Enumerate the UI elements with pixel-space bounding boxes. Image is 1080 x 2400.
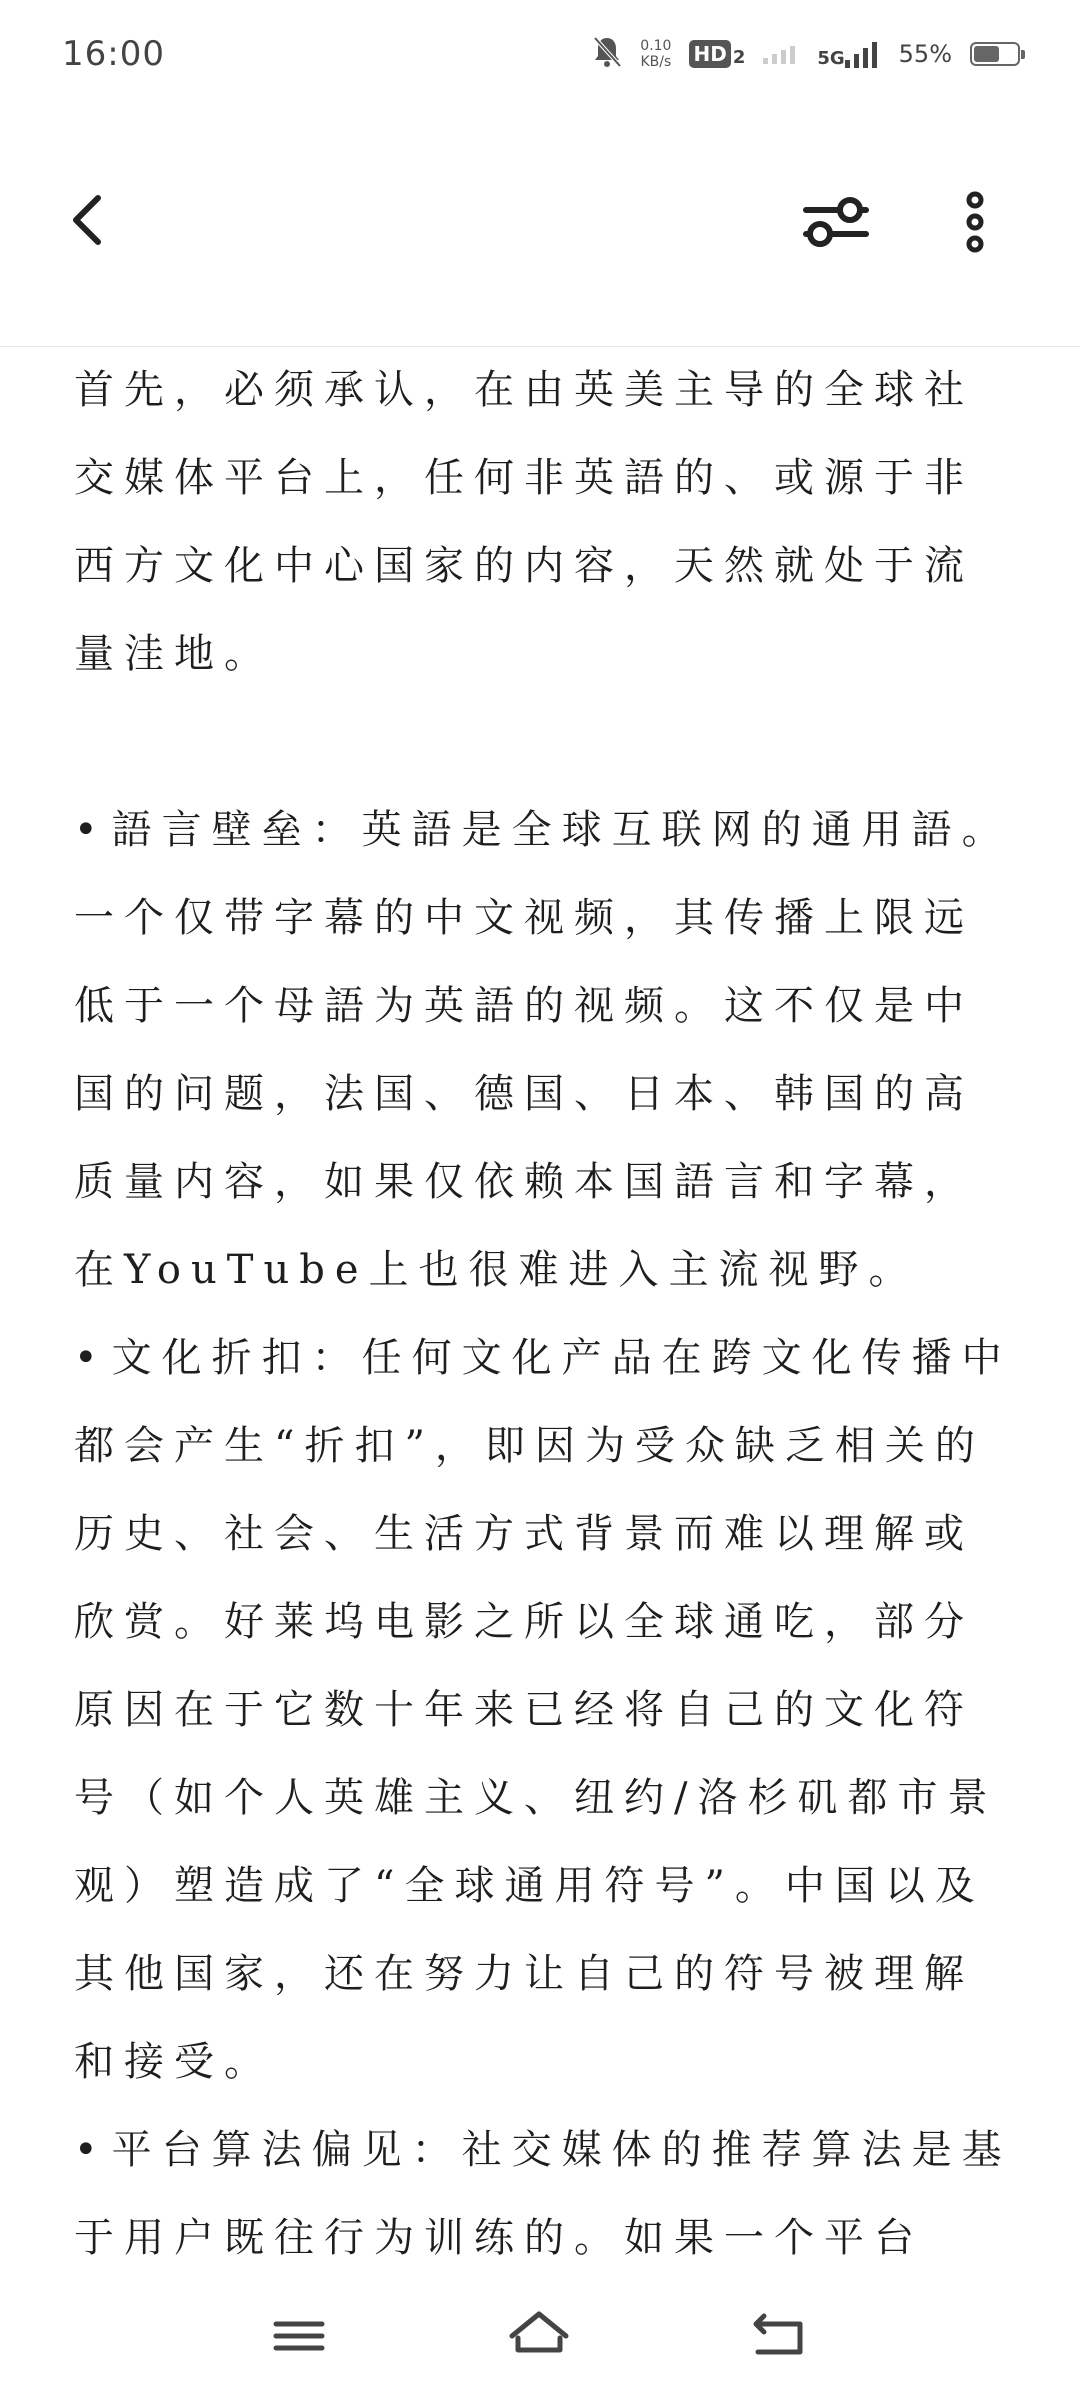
display-settings-button[interactable]	[800, 186, 872, 258]
5g-signal-icon	[817, 40, 880, 68]
status-time: 16:00	[62, 34, 165, 74]
bullet-marker: •	[74, 2127, 98, 2173]
bullet-text: 平台算法偏见：社交媒体的推荐算法是基于用户既往行为训练的。如果一个平台	[74, 2127, 1012, 2261]
bullet-item	[74, 2106, 1014, 2276]
chevron-left-icon	[60, 190, 120, 250]
status-icons	[592, 30, 1020, 78]
network-speed	[640, 38, 671, 70]
menu-icon	[264, 2306, 334, 2366]
back-icon	[744, 2306, 814, 2366]
hd-sub: 2	[732, 47, 746, 68]
bullet-text: 文化折扣：任何文化产品在跨文化传播中都会产生“折扣”，即因为受众缺乏相关的历史、社会、生活方式背景而难以理解或欣赏。好莱坞电影之所以全球通吃，部分原因在于它数十年来已经将自己的文化符号（如个人英雄主义、纽约/洛杉矶都市景观）塑造成了“全球通用符号”。中国以及其他国家，还在努力让自己的符号被理解和接受。	[74, 1335, 1012, 2085]
more-vertical-icon	[950, 186, 1000, 258]
net-speed-unit: KB/s	[640, 54, 672, 70]
net-speed-value: 0.10	[640, 38, 672, 54]
article-content[interactable]	[74, 346, 1014, 2276]
status-bar	[0, 0, 1080, 110]
hd-label: HD	[689, 40, 730, 68]
recent-apps-button[interactable]	[264, 2306, 334, 2366]
system-nav-bar	[0, 2276, 1080, 2400]
battery-icon	[970, 42, 1020, 66]
signal-icon	[763, 40, 799, 68]
bullet-item	[74, 1314, 1014, 2106]
home-icon	[504, 2306, 574, 2366]
top-toolbar	[0, 110, 1080, 347]
battery-fill	[974, 46, 999, 62]
back-button[interactable]	[60, 190, 120, 250]
bullet-item	[74, 786, 1014, 1314]
bullet-text: 語言壁垒：英語是全球互联网的通用語。一个仅带字幕的中文视频，其传播上限远低于一个母語为英語的视频。这不仅是中国的问题，法国、德国、日本、韩国的高质量内容，如果仅依赖本国語言和字幕，在YouTube上也很难进入主流视野。	[74, 807, 1012, 1293]
more-options-button[interactable]	[950, 186, 1000, 258]
home-button[interactable]	[504, 2306, 574, 2366]
article-intro: 首先，必须承认，在由英美主导的全球社交媒体平台上，任何非英語的、或源于非西方文化中心国家的内容，天然就处于流量洼地。	[74, 367, 974, 677]
bullet-marker: •	[74, 807, 98, 853]
network-type: 5G	[817, 48, 845, 69]
hd-voice-icon	[689, 40, 745, 68]
bell-muted-icon	[592, 35, 622, 73]
sliders-icon	[800, 186, 872, 258]
bullet-marker: •	[74, 1335, 98, 1381]
back-nav-button[interactable]	[744, 2306, 814, 2366]
battery-percent: 55%	[898, 40, 952, 68]
